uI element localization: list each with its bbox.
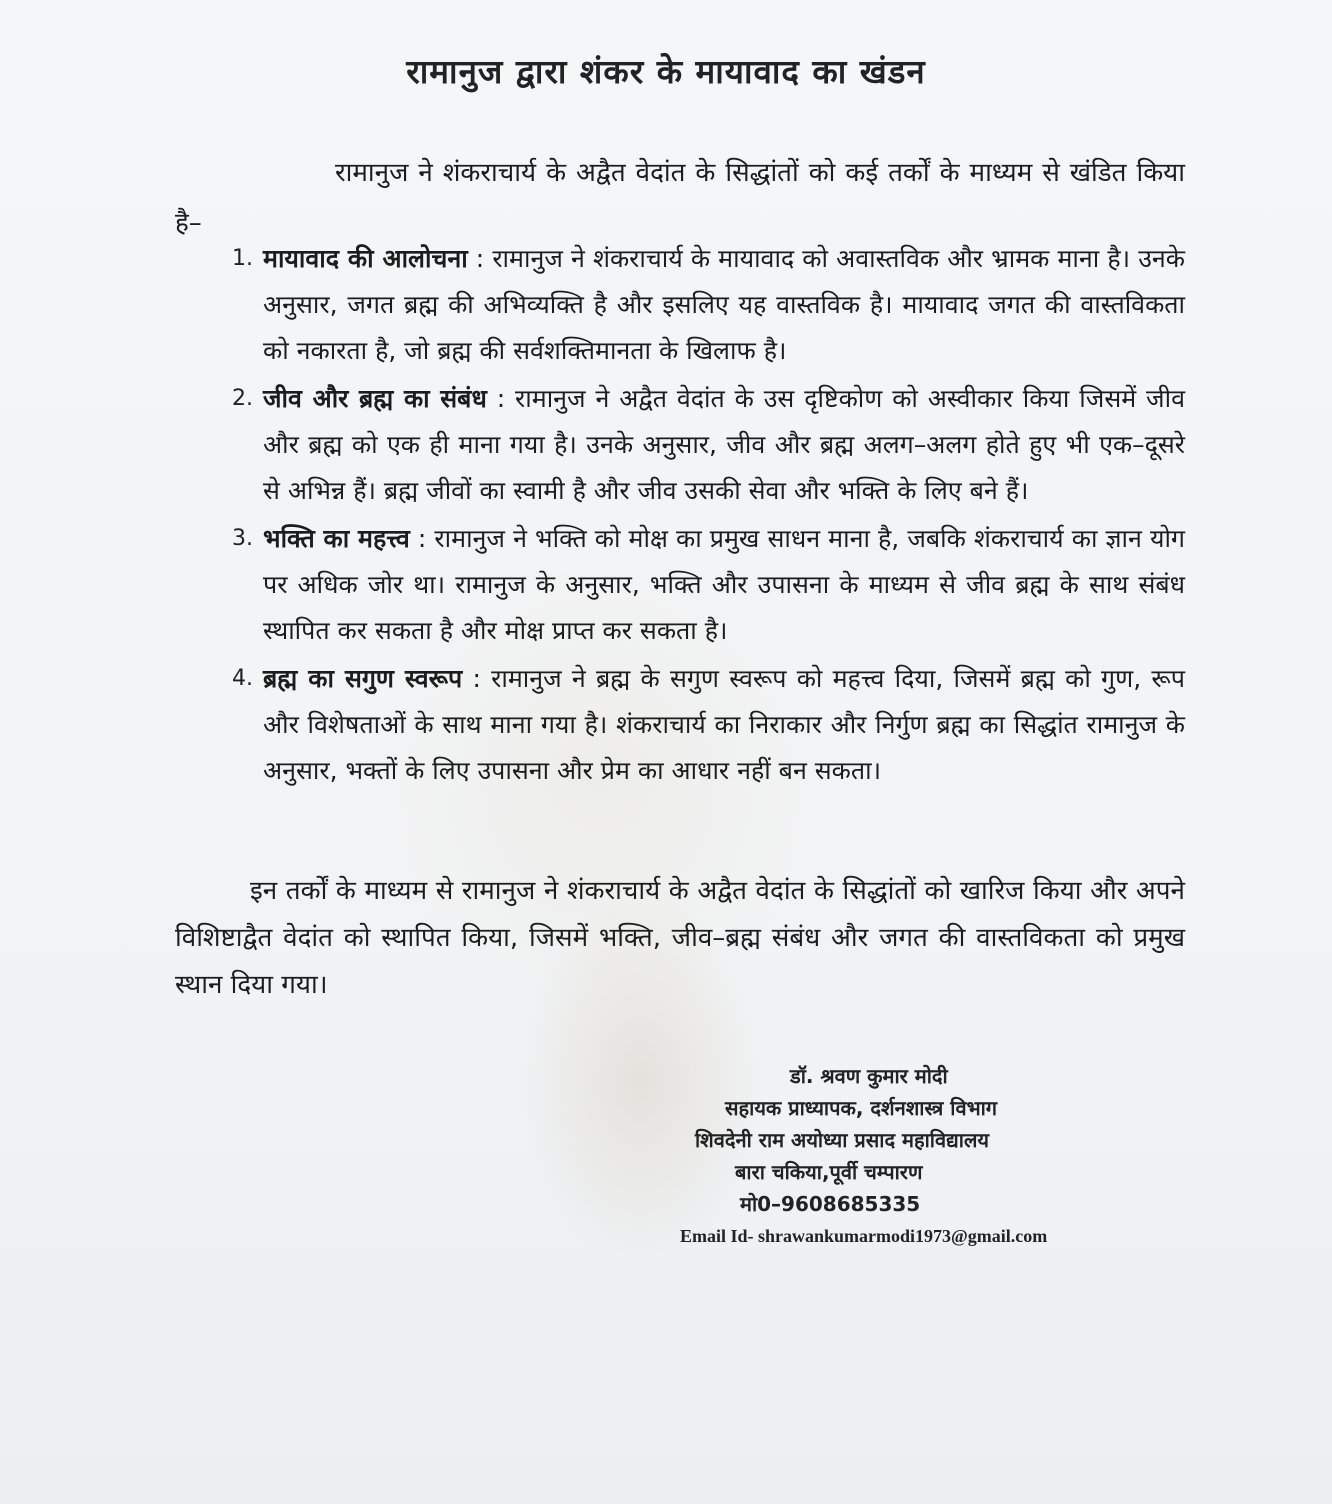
conclusion-paragraph: इन तर्कों के माध्यम से रामानुज ने शंकराचार्य के अद्वैत वेदांत के सिद्धांतों को खारिज किया और अपने विशिष्टाद्वैत वेदांत को स्थापित किया, जिसमें भक्ति, जीव–ब्रह्म संबंध और जगत की वास्तविकता को प्रमुख स्थान दिया गया। [175, 876, 1185, 1000]
author-phone: मो0–9608685335 [740, 1192, 921, 1216]
author-email: Email Id- shrawankumarmodi1973@gmail.com [680, 1226, 1048, 1246]
intro-paragraph: रामानुज ने शंकराचार्य के अद्वैत वेदांत के सिद्धांतों को कई तर्कों के माध्यम से खंडित किया है– [175, 158, 1185, 238]
argument-text: : रामानुज ने भक्ति को मोक्ष का प्रमुख साधन माना है, जबकि शंकराचार्य का ज्ञान योग पर अधिक जोर था। रामानुज के अनुसार, भक्ति और उपासना के माध्यम से जीव ब्रह्म के साथ संबंध स्थापित कर सकता है और मोक्ष प्राप्त कर सकता है। [263, 524, 1186, 645]
argument-body [263, 656, 1185, 794]
author-address: बारा चकिया,पूर्वी चम्पारण [735, 1160, 923, 1184]
argument-heading: मायावाद की आलोचना [263, 244, 468, 273]
argument-item [175, 516, 1185, 654]
argument-list [175, 236, 1185, 796]
argument-text: : रामानुज ने ब्रह्म के सगुण स्वरूप को महत्त्व दिया, जिसमें ब्रह्म को गुण, रूप और विशेषताओं के साथ माना गया है। शंकराचार्य का निराकार और निर्गुण ब्रह्म का सिद्धांत रामानुज के अनुसार, भक्तों के लिए उपासना और प्रेम का आधार नहीं बन सकता। [263, 664, 1185, 785]
argument-number: 1. [232, 246, 253, 271]
argument-item [175, 656, 1185, 794]
author-college: शिवदेनी राम अयोध्या प्रसाद महाविद्यालय [695, 1128, 990, 1152]
argument-heading: भक्ति का महत्त्व [263, 524, 410, 553]
argument-text: : रामानुज ने शंकराचार्य के मायावाद को अवास्तविक और भ्रामक माना है। उनके अनुसार, जगत ब्रह्म की अभिव्यक्ति है और इसलिए यह वास्तविक है। मायावाद जगत की वास्तविकता को नकारता है, जो ब्रह्म की सर्वशक्तिमानता के खिलाफ है। [263, 244, 1185, 365]
argument-heading: ब्रह्म का सगुण स्वरूप [263, 664, 463, 693]
signature-block [600, 1060, 1160, 1252]
argument-body [263, 516, 1185, 654]
document-title: रामानुज द्वारा शंकर के मायावाद का खंडन [406, 52, 926, 91]
argument-body [263, 376, 1185, 514]
argument-item [175, 376, 1185, 514]
argument-body [263, 236, 1185, 374]
argument-text: : रामानुज ने अद्वैत वेदांत के उस दृष्टिकोण को अस्वीकार किया जिसमें जीव और ब्रह्म को एक ही माना गया है। उनके अनुसार, जीव और ब्रह्म अलग–अलग होते हुए भी एक–दूसरे से अभिन्न हैं। ब्रह्म जीवों का स्वामी है और जीव उसकी सेवा और भक्ति के लिए बने हैं। [263, 384, 1185, 505]
argument-number: 3. [232, 526, 253, 551]
argument-number: 4. [232, 666, 253, 691]
author-name: डॉ. श्रवण कुमार मोदी [790, 1064, 948, 1088]
argument-heading: जीव और ब्रह्म का संबंध [263, 384, 487, 413]
author-designation: सहायक प्राध्यापक, दर्शनशास्त्र विभाग [725, 1096, 998, 1120]
argument-item [175, 236, 1185, 374]
argument-number: 2. [232, 386, 253, 411]
